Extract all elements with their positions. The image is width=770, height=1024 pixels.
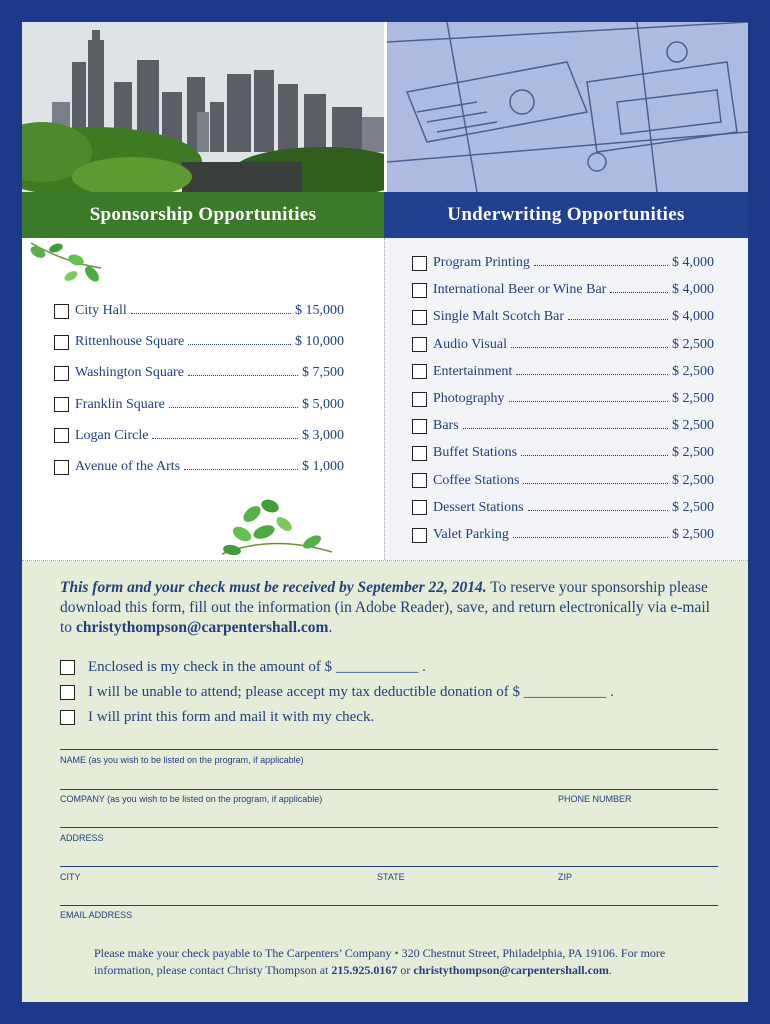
sponsorship-item[interactable] — [54, 428, 344, 444]
item-price: $ 2,500 — [672, 363, 714, 379]
item-label: Audio Visual — [433, 336, 507, 352]
column-divider — [384, 238, 385, 560]
item-price: $ 2,500 — [672, 445, 714, 461]
dot-leader — [523, 483, 668, 484]
dot-leader — [513, 537, 668, 538]
item-label: Bars — [433, 418, 459, 434]
item-label: Coffee Stations — [433, 472, 520, 488]
dot-leader — [188, 344, 291, 345]
name-label: NAME (as you wish to be listed on the program, if applicable) — [60, 755, 304, 765]
item-label: International Beer or Wine Bar — [433, 282, 607, 298]
contact-phone: 215.925.0167 — [331, 963, 398, 977]
underwriting-item[interactable] — [412, 364, 714, 380]
contact-email-link[interactable]: christythompson@carpentershall.com — [75, 619, 329, 636]
item-price: $ 2,500 — [672, 527, 714, 542]
dot-leader — [568, 319, 668, 320]
item-label: Valet Parking — [433, 527, 509, 542]
dot-leader — [463, 428, 668, 429]
checkbox[interactable] — [412, 392, 427, 407]
dot-leader — [169, 407, 298, 408]
underwriting-item[interactable] — [412, 255, 714, 271]
checkbox[interactable] — [60, 710, 75, 725]
item-price: $ 7,500 — [302, 365, 344, 381]
blueprint-photo — [387, 22, 748, 192]
underwriting-item[interactable] — [412, 527, 714, 543]
dot-leader — [521, 455, 668, 456]
item-label: Franklin Square — [75, 396, 165, 412]
company-field[interactable] — [60, 789, 718, 790]
item-price: $ 2,500 — [672, 472, 714, 488]
item-label: Entertainment — [433, 363, 513, 379]
item-price: $ 2,500 — [672, 418, 714, 434]
email-label: EMAIL ADDRESS — [60, 910, 133, 920]
item-price: $ 4,000 — [672, 282, 714, 298]
item-label: Logan Circle — [75, 427, 149, 443]
payment-footer: Please make your check payable to The Carpenters’ Company • 320 Chestnut Street, Philadelphia, PA 19106. For more information, please contact Christy Thompson at 215.925.0167 or christythompson@carpentershall.com. — [94, 946, 666, 977]
underwriting-item[interactable] — [412, 500, 714, 516]
item-label: Program Printing — [433, 255, 530, 270]
checkbox[interactable] — [412, 337, 427, 352]
sponsorship-header: Sponsorship Opportunities — [22, 192, 384, 238]
item-label: Avenue of the Arts — [75, 459, 181, 474]
checkbox[interactable] — [60, 660, 75, 675]
item-label: Rittenhouse Square — [75, 334, 185, 350]
checkbox[interactable] — [412, 473, 427, 488]
deadline-text: This form and your check must be received by September 22, 2014. — [60, 579, 487, 596]
dot-leader — [509, 401, 668, 402]
underwriting-item[interactable] — [412, 309, 714, 325]
checkbox[interactable] — [54, 460, 69, 475]
address-field[interactable] — [60, 827, 718, 828]
sponsorship-item[interactable] — [54, 303, 344, 319]
item-price: $ 2,500 — [672, 391, 714, 406]
option-enclosed-check[interactable] — [60, 659, 426, 676]
dot-leader — [152, 438, 298, 439]
email-field[interactable] — [60, 905, 718, 906]
item-price: $ 10,000 — [295, 334, 344, 350]
checkbox[interactable] — [54, 397, 69, 412]
phone-label: PHONE NUMBER — [558, 794, 632, 804]
underwriting-item[interactable] — [412, 282, 714, 298]
sponsorship-item[interactable] — [54, 334, 344, 350]
item-price: $ 5,000 — [302, 396, 344, 412]
state-label: STATE — [377, 872, 405, 882]
dot-leader — [534, 265, 668, 266]
underwriting-item[interactable] — [412, 473, 714, 489]
checkbox[interactable] — [54, 335, 69, 350]
item-label: Buffet Stations — [433, 445, 518, 461]
checkbox[interactable] — [412, 283, 427, 298]
sponsorship-form-page — [22, 22, 748, 1002]
option-label: I will be unable to attend; please accept my tax deductible donation of $ ___________ . — [88, 684, 614, 700]
item-label: Washington Square — [75, 365, 184, 381]
dot-leader — [511, 347, 668, 348]
underwriting-item[interactable] — [412, 391, 714, 407]
option-mail-form[interactable] — [60, 709, 374, 726]
form-instructions: This form and your check must be received by September 22, 2014. To reserve your sponsorship please download this form, fill out the information (in Adobe Reader), save, and return electronically via e-mail to christythompson@carpentershall.com. — [60, 579, 710, 636]
leaf-branch-icon — [212, 494, 337, 560]
item-label: Single Malt Scotch Bar — [433, 309, 565, 325]
checkbox[interactable] — [412, 364, 427, 379]
option-label: Enclosed is my check in the amount of $ ___________ . — [88, 659, 426, 675]
sponsorship-item[interactable] — [54, 397, 344, 413]
dot-leader — [610, 292, 668, 293]
item-price: $ 1,000 — [302, 459, 344, 474]
option-donation[interactable] — [60, 684, 614, 701]
address-label: ADDRESS — [60, 833, 104, 843]
zip-label: ZIP — [558, 872, 573, 882]
checkbox[interactable] — [412, 310, 427, 325]
footer-email-link[interactable]: christythompson@carpentershall.com — [413, 963, 609, 977]
item-price: $ 15,000 — [295, 303, 344, 318]
dot-leader — [184, 469, 298, 470]
name-field[interactable] — [60, 749, 718, 750]
instructions-text: To reserve your sponsorship please download this form, fill out the information (in Adobe Reader), save, and return electronically via e-mail to — [60, 579, 710, 636]
item-label: Dessert Stations — [433, 499, 524, 515]
sponsorship-item[interactable] — [54, 459, 344, 475]
option-label: I will print this form and mail it with my check. — [88, 709, 375, 725]
dot-leader — [528, 510, 668, 511]
dot-leader — [131, 313, 291, 314]
underwriting-item[interactable] — [412, 418, 714, 434]
item-price: $ 4,000 — [672, 255, 714, 270]
dot-leader — [516, 374, 668, 375]
item-label: City Hall — [75, 303, 127, 318]
company-label: COMPANY (as you wish to be listed on the program, if applicable) — [60, 794, 323, 804]
checkbox[interactable] — [54, 428, 69, 443]
city-state-zip-field[interactable] — [60, 866, 718, 867]
checkbox[interactable] — [54, 304, 69, 319]
city-label: CITY — [60, 872, 81, 882]
checkbox[interactable] — [412, 528, 427, 543]
philadelphia-skyline-photo — [22, 22, 384, 192]
checkbox[interactable] — [412, 419, 427, 434]
item-price: $ 4,000 — [672, 309, 714, 325]
item-price: $ 3,000 — [302, 427, 344, 443]
checkbox[interactable] — [412, 256, 427, 271]
underwriting-header: Underwriting Opportunities — [384, 192, 748, 238]
underwriting-item[interactable] — [412, 445, 714, 461]
dot-leader — [188, 375, 298, 376]
item-price: $ 2,500 — [672, 336, 714, 352]
checkbox[interactable] — [60, 685, 75, 700]
item-label: Photography — [433, 391, 505, 406]
checkbox[interactable] — [54, 366, 69, 381]
item-price: $ 2,500 — [672, 499, 714, 515]
leaf-sprig-icon — [26, 238, 106, 288]
bullet-icon: • — [394, 946, 399, 960]
sponsorship-item[interactable] — [54, 365, 344, 381]
underwriting-item[interactable] — [412, 337, 714, 353]
checkbox[interactable] — [412, 446, 427, 461]
checkbox[interactable] — [412, 500, 427, 515]
